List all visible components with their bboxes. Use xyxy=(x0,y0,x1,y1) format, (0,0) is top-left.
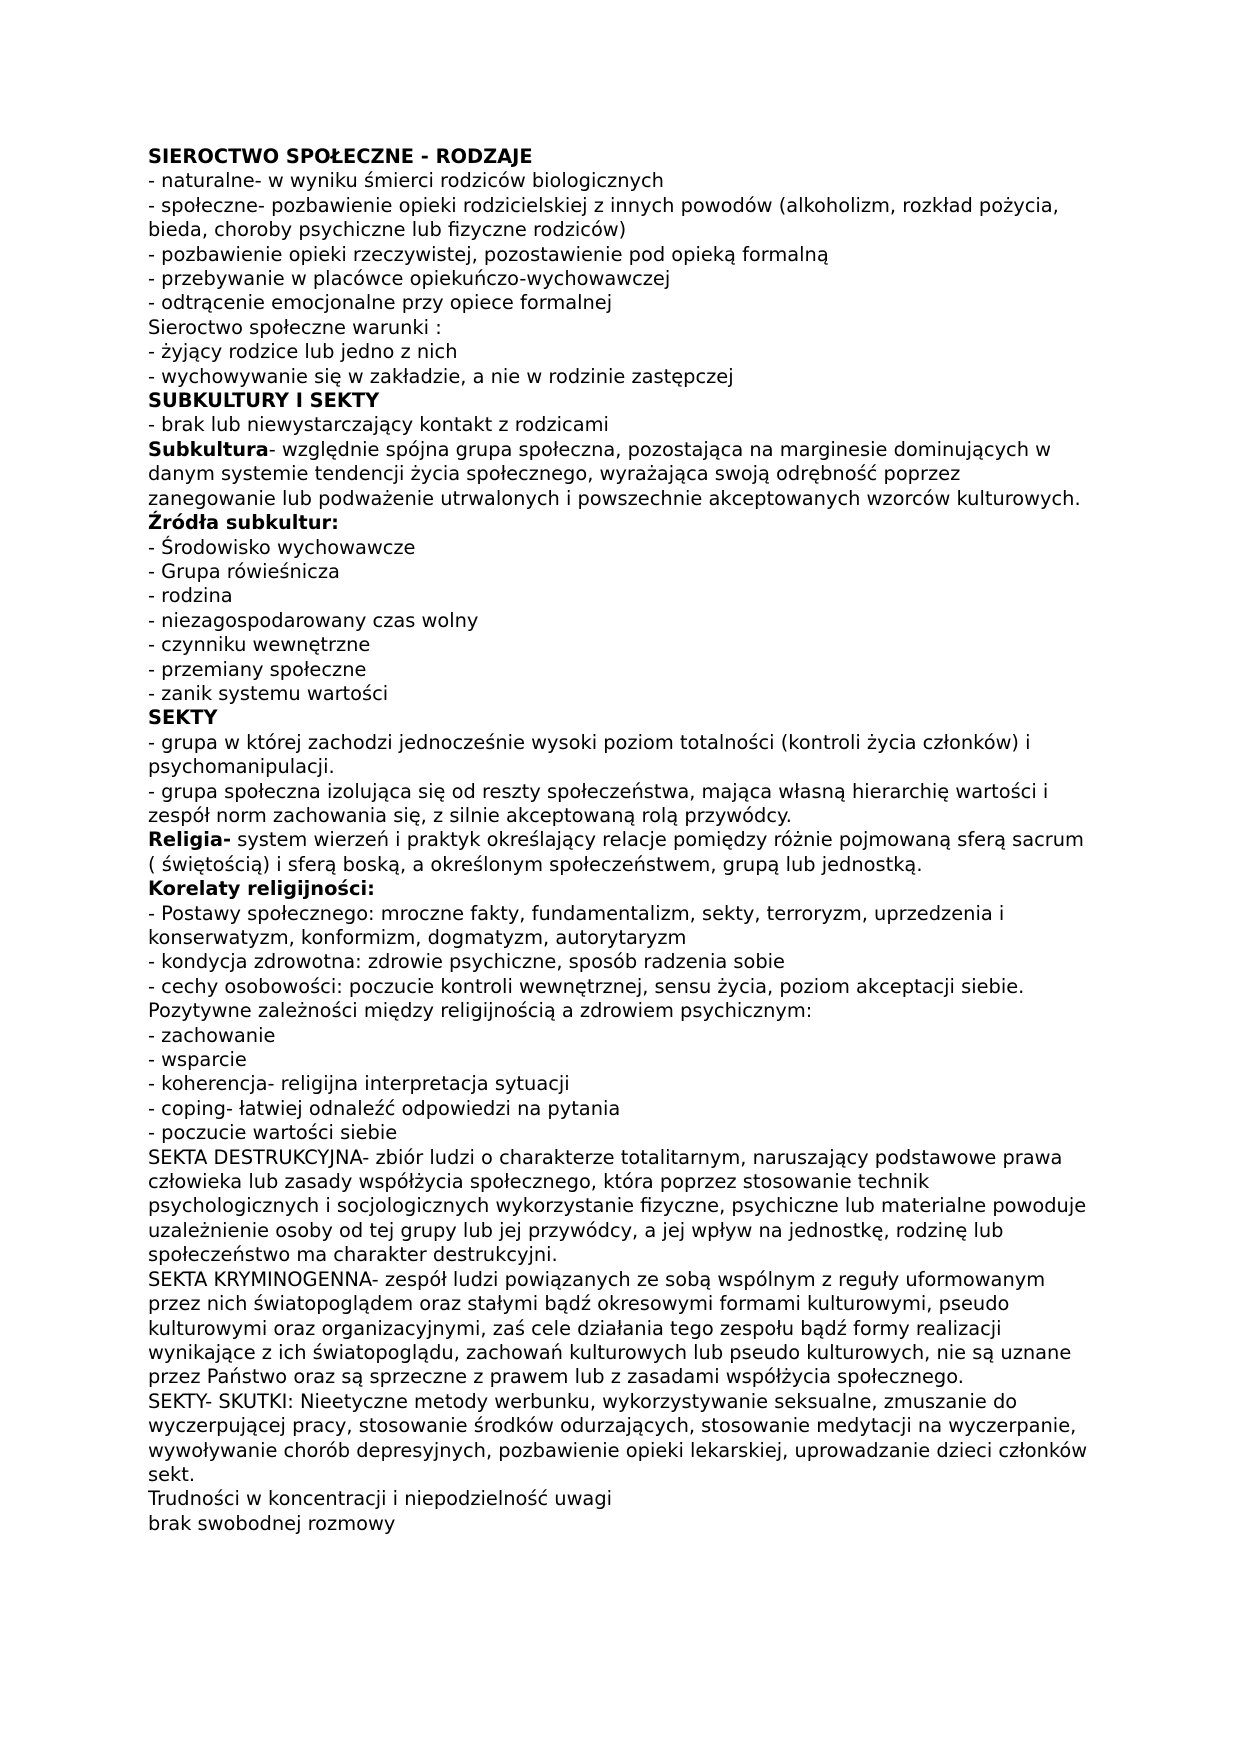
list-item: - czynniku wewnętrzne xyxy=(148,633,371,657)
section-title-korelaty: Korelaty religijności: xyxy=(148,877,375,901)
paragraph: Trudności w koncentracji i niepodzielność uwagi xyxy=(148,1487,613,1511)
definition-text: system wierzeń i praktyk określający relacje pomiędzy różnie pojmowaną sferą sacrum ( świętością) i sferą boską, a określonym społeczeństwem, grupą lub jednostką. xyxy=(148,828,1084,876)
list-item: - wsparcie xyxy=(148,1048,247,1072)
section-title-sekty: SEKTY xyxy=(148,706,218,730)
paragraph: - społeczne- pozbawienie opieki rodzicielskiej z innych powodów (alkoholizm, rozkład pożycia, bieda, choroby psychiczne lub fizyczne rodziców) xyxy=(148,193,1059,242)
section-title-zrodla: Źródła subkultur: xyxy=(148,511,339,535)
list-item: - rodzina xyxy=(148,584,233,608)
subkultura-definition xyxy=(148,438,1093,511)
list-item: - coping- łatwiej odnaleźć odpowiedzi na pytania xyxy=(148,1096,621,1120)
list-item: - Grupa rówieśnicza xyxy=(148,559,340,583)
paragraph: - cechy osobowości: poczucie kontroli wewnętrznej, sensu życia, poziom akceptacji siebie. xyxy=(148,974,1025,998)
list-item: - przemiany społeczne xyxy=(148,657,367,681)
religia-definition xyxy=(148,828,1093,877)
list-item: - poczucie wartości siebie xyxy=(148,1121,398,1145)
paragraph-sekta-kryminogenna: SEKTA KRYMINOGENNA- zespół ludzi powiązanych ze sobą wspólnym z reguły uformowanym przez nich światopoglądem oraz stałymi bądź okresowymi formami kulturowymi, pseudo kulturowymi oraz organizacyjnymi, zaś cele działania tego zespołu bądź formy realizacji wynikające z ich światopoglądu, zachowań kulturowych lub pseudo kulturowych, nie są uznane przez Państwo oraz są sprzeczne z prawem lub z zasadami współżycia społecznego. xyxy=(148,1267,1072,1389)
paragraph-pozytywne: Pozytywne zależności między religijnością a zdrowiem psychicznym: xyxy=(148,999,813,1023)
paragraph-sekta-destrukcyjna: SEKTA DESTRUKCYJNA- zbiór ludzi o charakterze totalitarnym, naruszający podstawowe prawa człowieka lub zasady współżycia społecznego, która poprzez stosowanie technik psychologicznych i socjologicznych wykorzystanie fizyczne, psychiczne lub materialne powoduje uzależnienie osoby od tej grupy lub jej przywódcy, a jej wpływ na jednostkę, rodzinę lub społeczeństwo ma charakter destrukcyjni. xyxy=(148,1145,1087,1267)
paragraph: - kondycja zdrowotna: zdrowie psychiczne, sposób radzenia sobie xyxy=(148,950,785,974)
list-item: - Środowisko wychowawcze xyxy=(148,535,416,559)
section-title-sieroctwo: SIEROCTWO SPOŁECZNE - RODZAJE xyxy=(148,145,533,168)
definition-text: - względnie spójna grupa społeczna, pozostająca na marginesie dominujących w danym systemie tendencji życia społecznego, wyrażająca swoją odrębność poprzez zanegowanie lub podważenie utrwalonych i powszechnie akceptowanych wzorców kulturowych. xyxy=(148,437,1081,510)
document-body xyxy=(148,145,1093,1536)
paragraph-sekty-skutki: SEKTY- SKUTKI: Nieetyczne metody werbunku, wykorzystywanie seksualne, zmuszanie do wyczerpującej pracy, stosowanie środków odurzających, stosowanie medytacji na wyczerpanie, wywoływanie chorób depresyjnych, pozbawienie opieki lekarskiej, uprowadzanie dzieci członków sekt. xyxy=(148,1389,1088,1486)
paragraph: - naturalne- w wyniku śmierci rodziców biologicznych xyxy=(148,169,664,193)
term-religia: Religia- xyxy=(148,828,232,852)
list-item: - niezagospodarowany czas wolny xyxy=(148,608,479,632)
paragraph: - Postawy społecznego: mroczne fakty, fundamentalizm, sekty, terroryzm, uprzedzenia i konserwatyzm, konformizm, dogmatyzm, autorytaryzm xyxy=(148,901,1005,949)
paragraph: - grupa w której zachodzi jednocześnie wysoki poziom totalności (kontroli życia członków) i psychomanipulacji. xyxy=(148,730,1031,779)
list-item: - zanik systemu wartości xyxy=(148,681,389,705)
term-subkultura: Subkultura xyxy=(148,437,269,461)
list-item: - zachowanie xyxy=(148,1023,276,1047)
paragraph: - odtrącenie emocjonalne przy opiece formalnej xyxy=(148,291,613,315)
paragraph: - pozbawienie opieki rzeczywistej, pozostawienie pod opieką formalną xyxy=(148,242,829,266)
section-title-subkultury: SUBKULTURY I SEKTY xyxy=(148,389,380,413)
paragraph: brak swobodnej rozmowy xyxy=(148,1511,396,1535)
paragraph: Sieroctwo społeczne warunki : xyxy=(148,315,442,339)
paragraph: - przebywanie w placówce opiekuńczo-wychowawczej xyxy=(148,267,671,291)
paragraph: - wychowywanie się w zakładzie, a nie w rodzinie zastępczej xyxy=(148,364,734,388)
list-item: - koherencja- religijna interpretacja sytuacji xyxy=(148,1072,570,1096)
paragraph: - żyjący rodzice lub jedno z nich xyxy=(148,340,458,364)
paragraph: - grupa społeczna izolująca się od reszty społeczeństwa, mająca własną hierarchię wartości i zespół norm zachowania się, z silnie akceptowaną rolą przywódcy. xyxy=(148,779,1049,827)
paragraph: - brak lub niewystarczający kontakt z rodzicami xyxy=(148,413,609,437)
